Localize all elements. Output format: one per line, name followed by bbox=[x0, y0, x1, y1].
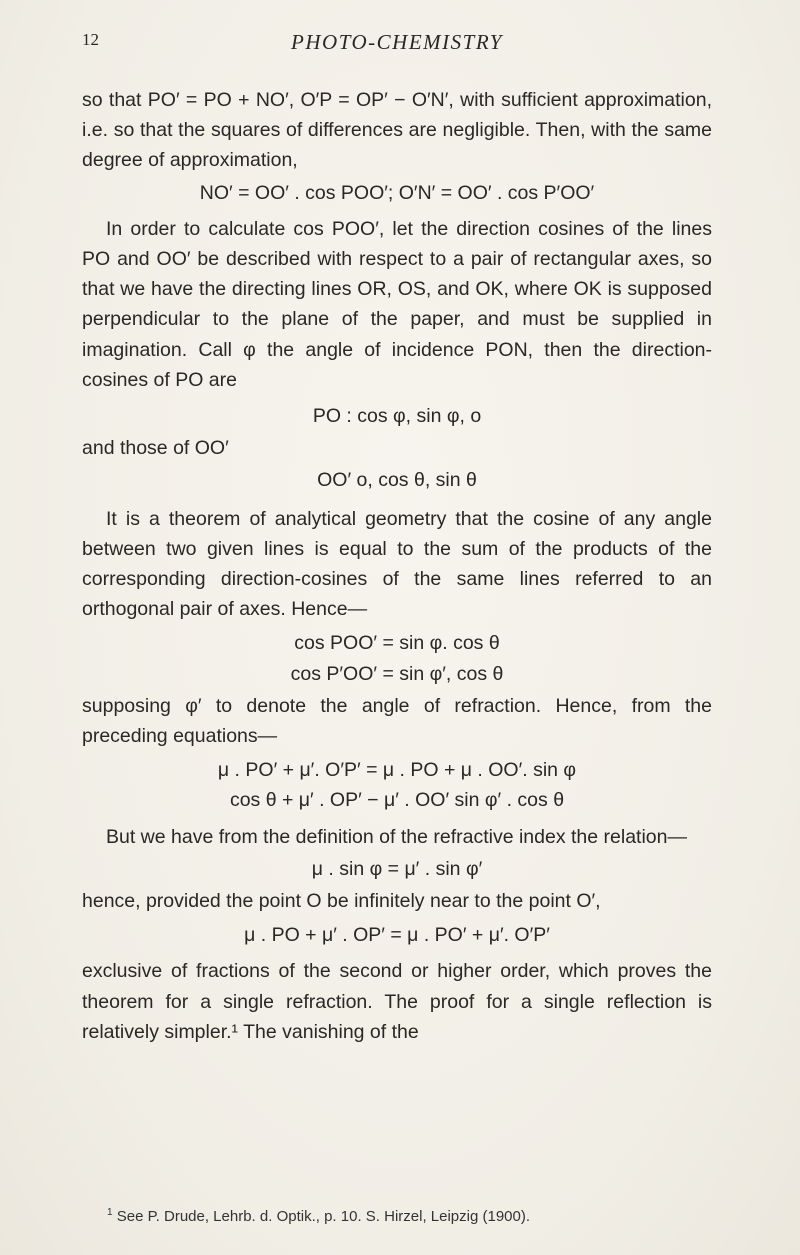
equation-1: NO′ = OO′ . cos POO′; O′N′ = OO′ . cos P′OO′ bbox=[199, 181, 595, 204]
page-number: 12 bbox=[82, 30, 99, 49]
paragraph-1: so that PO′ = PO + NO′, O′P = OP′ − O′N′, with sufficient approximation, i.e. so that the squares of differences are negligible. Then, with the same degree of approximation, bbox=[82, 89, 712, 172]
body-text bbox=[82, 85, 712, 1047]
paragraph-6: But we have from the definition of the refractive index the relation— bbox=[106, 825, 687, 848]
footnote bbox=[107, 1207, 727, 1225]
paragraph-7: hence, provided the point O be infinitely near to the point O′, bbox=[82, 890, 601, 913]
equation-8: μ . sin φ = μ′ . sin φ′ bbox=[311, 857, 483, 880]
equation-5: cos P′OO′ = sin φ′, cos θ bbox=[290, 662, 504, 685]
footnote-marker: 1 bbox=[107, 1207, 113, 1218]
equation-3: OO′ o, cos θ, sin θ bbox=[317, 469, 477, 492]
footnote-text: See P. Drude, Lehrb. d. Optik., p. 10. S. Hirzel, Leipzig (1900). bbox=[116, 1208, 531, 1225]
running-title: PHOTO-CHEMISTRY bbox=[291, 30, 503, 54]
equation-4: cos POO′ = sin φ. cos θ bbox=[294, 632, 500, 655]
paragraph-8: exclusive of fractions of the second or higher order, which proves the theorem for a single refraction. The proof for a single reflection is relatively simpler.¹ The vanishing of the bbox=[82, 960, 712, 1043]
equation-6: μ . PO′ + μ′. O′P′ = μ . PO + μ . OO′. sin φ bbox=[217, 759, 577, 782]
equation-7: cos θ + μ′ . OP′ − μ′ . OO′ sin φ′ . cos θ bbox=[229, 789, 565, 812]
paragraph-4: It is a theorem of analytical geometry that the cosine of any angle between two given lines is equal to the sum of the products of the corresponding direction-cosines of the same lines referred to an orthogonal pair of axes. Hence— bbox=[82, 507, 712, 621]
page-header bbox=[82, 30, 712, 60]
paragraph-3: and those of OO′ bbox=[82, 437, 229, 460]
paragraph-2: In order to calculate cos POO′, let the direction cosines of the lines PO and OO′ be described with respect to a pair of rectangular axes, so that we have the directing lines OR, OS, and OK, where OK is supposed perpendicular to the plane of the paper, and must be supplied in imagination. Call φ the angle of incidence PON, then the direction-cosines of PO are bbox=[82, 217, 712, 391]
equation-9: μ . PO + μ′ . OP′ = μ . PO′ + μ′. O′P′ bbox=[244, 924, 550, 947]
paragraph-5: supposing φ′ to denote the angle of refraction. Hence, from the preceding equations— bbox=[82, 694, 712, 748]
equation-2: PO : cos φ, sin φ, o bbox=[312, 405, 482, 428]
